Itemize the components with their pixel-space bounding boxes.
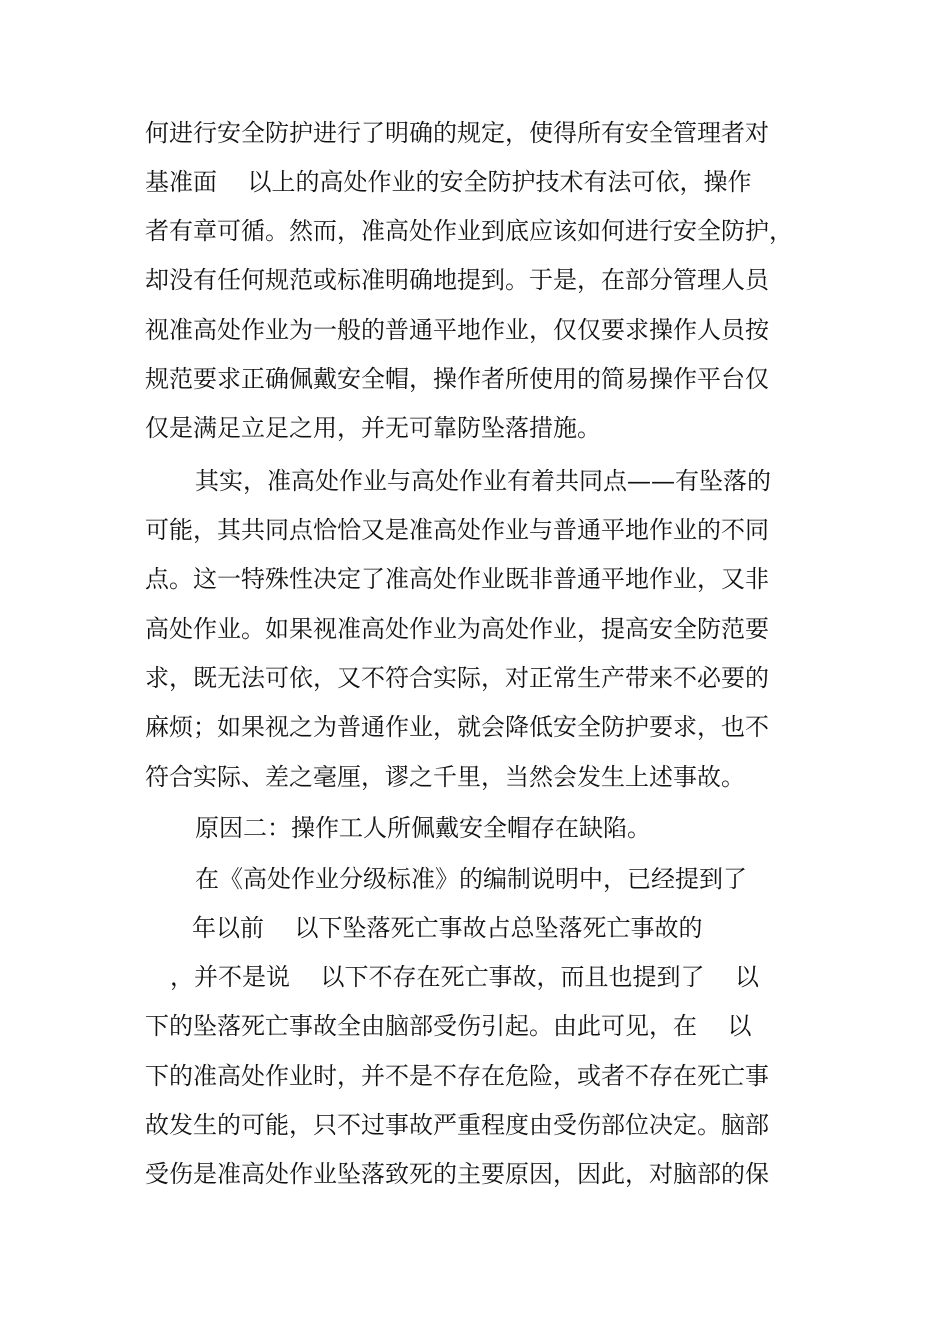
text-line-4: 却没有任何规范或标准明确地提到。于是，在部分管理人员 (145, 266, 769, 294)
text-line-2: 基准面 以上的高处作业的安全防护技术有法可依，操作 (145, 168, 752, 196)
text-line-5: 视准高处作业为一般的普通平地作业，仅仅要求操作人员按 (145, 316, 769, 344)
text-line-14: 符合实际、差之毫厘，谬之千里，当然会发生上述事故。 (145, 763, 745, 791)
text-line-9: 可能，其共同点恰恰又是准高处作业与普通平地作业的不同 (145, 516, 769, 544)
text-line-11: 高处作业。如果视准高处作业为高处作业，提高安全防范要 (145, 615, 769, 643)
text-line-17: 年以前 以下坠落死亡事故占总坠落死亡事故的 (192, 914, 703, 942)
text-line-12: 求，既无法可依，又不符合实际，对正常生产带来不必要的 (145, 664, 769, 692)
text-line-7: 仅是满足立足之用，并无可靠防坠落措施。 (145, 414, 601, 442)
text-line-6: 规范要求正确佩戴安全帽，操作者所使用的简易操作平台仅 (145, 365, 769, 393)
text-line-15: 原因二：操作工人所佩戴安全帽存在缺陷。 (195, 814, 651, 842)
text-line-1: 何进行安全防护进行了明确的规定，使得所有安全管理者对 (145, 119, 769, 147)
text-line-3: 者有章可循。然而，准高处作业到底应该如何进行安全防护， (145, 217, 793, 245)
text-line-19: 下的坠落死亡事故全由脑部受伤引起。由此可见，在 以 (145, 1012, 752, 1040)
text-line-20: 下的准高处作业时，并不是不存在危险，或者不存在死亡事 (145, 1062, 769, 1090)
text-line-10: 点。这一特殊性决定了准高处作业既非普通平地作业，又非 (145, 565, 769, 593)
text-line-8: 其实，准高处作业与高处作业有着共同点——有坠落的 (195, 467, 771, 495)
text-line-18: ，并不是说 以下不存在死亡事故，而且也提到了 以 (170, 963, 760, 991)
text-line-13: 麻烦；如果视之为普通作业，就会降低安全防护要求，也不 (145, 713, 769, 741)
text-line-16: 在《高处作业分级标准》的编制说明中，已经提到了 (195, 865, 747, 893)
text-line-21: 故发生的可能，只不过事故严重程度由受伤部位决定。脑部 (145, 1111, 769, 1139)
text-line-22: 受伤是准高处作业坠落致死的主要原因，因此，对脑部的保 (145, 1160, 769, 1188)
